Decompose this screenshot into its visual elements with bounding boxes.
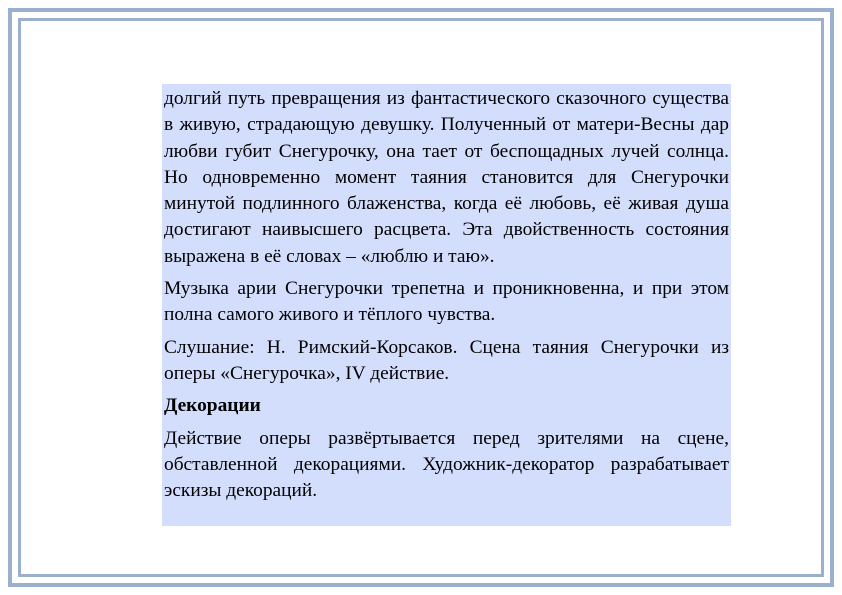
section-heading-decorations: Декорации (164, 395, 261, 417)
paragraph-snegurochka-story: долгий путь превращения из фантастического сказочного существа в живую, страдающую девушку. Полученный от матери-Весны дар любви губит Снегурочку, она тает от беспощадных лучей солнца. Но одновременно момент таяния становится для Снегурочки минутой подлинного блаженства, когда её любовь, её живая душа достигают наивысшего расцвета. Эта двойственность состояния выражена в её словах – «люблю и таю». (164, 88, 729, 267)
text-block (162, 84, 731, 526)
paragraph-decorations: Действие оперы развёртывается перед зрителями на сцене, обставленной декорациями. Художник-декоратор разрабатывает эскизы декораций. (164, 427, 729, 502)
paragraph-aria-music: Музыка арии Снегурочки трепетна и проникновенна, и при этом полна самого живого и тёплого чувства. (164, 278, 729, 326)
paragraph-listening: Слушание: Н. Римский-Корсаков. Сцена таяния Снегурочки из оперы «Снегурочка», IV действие. (164, 336, 729, 384)
